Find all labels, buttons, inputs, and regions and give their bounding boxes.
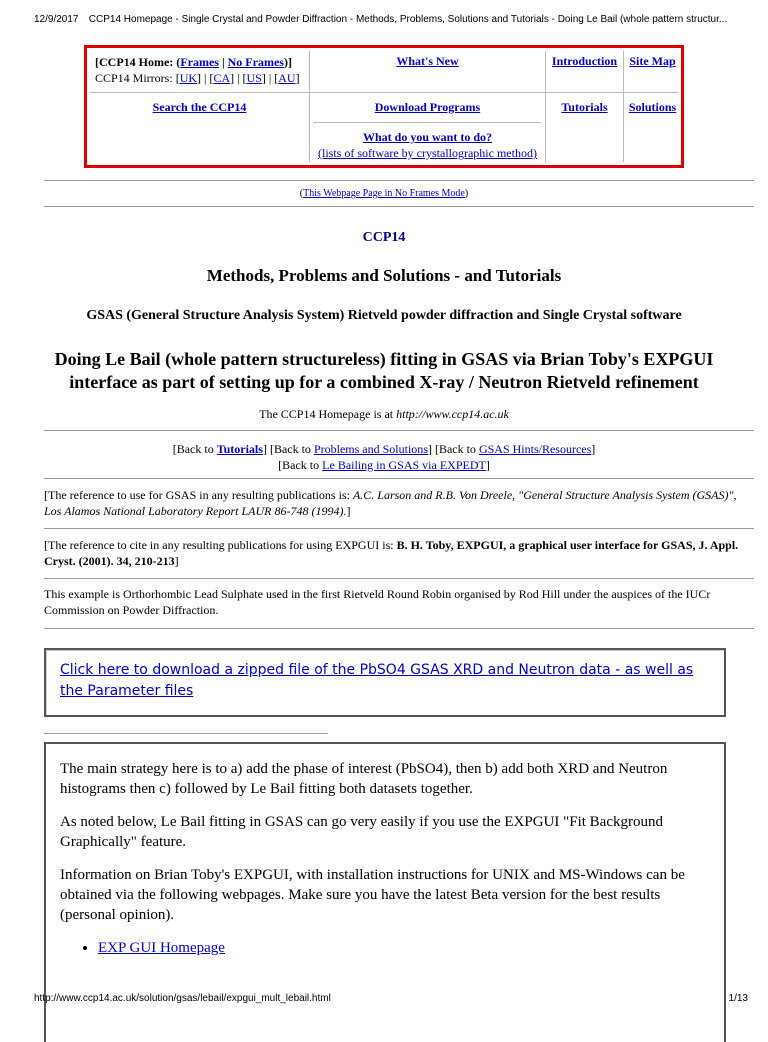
search-ccp14-link[interactable]: Search the CCP14 bbox=[152, 100, 247, 114]
ccp14-heading: CCP14 bbox=[362, 230, 406, 245]
solutions-nav-link[interactable]: Solutions bbox=[628, 100, 677, 114]
download-box bbox=[44, 648, 726, 717]
page-heading: Methods, Problems and Solutions - and Tutorials bbox=[206, 266, 562, 285]
divider bbox=[44, 733, 328, 734]
footer-url: http://www.ccp14.ac.uk/solution/gsas/lebail/expgui_mult_lebail.html bbox=[34, 993, 331, 1004]
main-title: Doing Le Bail (whole pattern structureless) fitting in GSAS via Brian Toby's EXPGUI interface as part of setting up for a combined X-ray / Neutron Rietveld refinement bbox=[54, 349, 714, 392]
home-cell: [CCP14 Home: (Frames | No Frames)] CCP14 Mirrors: [UK] | [CA] | [US] | [AU] bbox=[95, 55, 300, 85]
expgui-homepage-link[interactable]: EXP GUI Homepage bbox=[98, 940, 225, 956]
homepage-line: The CCP14 Homepage is at http://www.ccp14.ac.uk bbox=[259, 407, 509, 421]
divider bbox=[44, 528, 754, 529]
expgui-reference: [The reference to cite in any resulting publications for using EXPGUI is: B. H. Toby, EXPGUI, a graphical user interface for GSAS, J. Appl. Cryst. (2001). 34, 210-213] bbox=[44, 538, 739, 568]
whats-new-link[interactable]: What's New bbox=[396, 54, 459, 68]
mirror-uk-link[interactable]: UK bbox=[179, 71, 198, 85]
print-date: 12/9/2017 bbox=[34, 14, 79, 25]
info-paragraph: Information on Brian Toby's EXPGUI, with installation instructions for UNIX and MS-Windows can be obtained via the following webpages. Make sure you have the latest Beta version for the best results (personal opinion). bbox=[60, 867, 685, 923]
mirror-au-link[interactable]: AU bbox=[278, 71, 296, 85]
mirror-ca-link[interactable]: CA bbox=[213, 71, 231, 85]
frames-link[interactable]: Frames bbox=[180, 55, 219, 69]
print-footer bbox=[34, 993, 748, 1004]
divider bbox=[44, 628, 754, 629]
tutorials-nav-link[interactable]: Tutorials bbox=[561, 100, 608, 114]
back-links: [Back to Tutorials] [Back to Problems and Solutions] [Back to GSAS Hints/Resources] [Back to Le Bailing in GSAS via EXPEDT] bbox=[172, 442, 596, 472]
home-label: [CCP14 Home: (Frames | No Frames)] bbox=[95, 55, 292, 69]
back-tutorials-link[interactable]: Tutorials bbox=[216, 442, 263, 456]
print-title: CCP14 Homepage - Single Crystal and Powder Diffraction - Methods, Problems, Solutions and Tutorials - Doing Le Bail (whole pattern structur... bbox=[88, 14, 728, 25]
gsas-heading: GSAS (General Structure Analysis System) Rietveld powder diffraction and Single Crystal software bbox=[86, 308, 682, 323]
list-item bbox=[98, 938, 710, 958]
site-map-link[interactable]: Site Map bbox=[629, 54, 676, 68]
navigation-table bbox=[84, 45, 684, 168]
back-gsas-hints-link[interactable]: GSAS Hints/Resources bbox=[478, 442, 592, 456]
expgui-links-list bbox=[60, 938, 710, 958]
software-lists-link[interactable]: (lists of software by crystallographic method) bbox=[318, 146, 537, 160]
mirror-us-link[interactable]: US bbox=[246, 71, 262, 85]
mirrors-label: CCP14 Mirrors: bbox=[95, 71, 176, 85]
divider bbox=[44, 430, 754, 431]
divider bbox=[44, 206, 754, 207]
print-header bbox=[34, 14, 748, 25]
divider bbox=[44, 180, 754, 181]
example-description: This example is Orthorhombic Lead Sulphate used in the first Rietveld Round Robin organised by Rod Hill under the auspices of the IUCr Commission on Powder Diffraction. bbox=[44, 587, 711, 617]
back-problems-link[interactable]: Problems and Solutions bbox=[313, 442, 428, 456]
divider bbox=[44, 578, 754, 579]
download-programs-link[interactable]: Download Programs bbox=[374, 100, 481, 114]
what-do-you-want-link[interactable]: What do you want to do? bbox=[362, 130, 493, 144]
back-lebailing-link[interactable]: Le Bailing in GSAS via EXPEDT bbox=[322, 458, 486, 472]
gsas-reference: [The reference to use for GSAS in any resulting publications is: A.C. Larson and R.B. Von Dreele, "General Structure Analysis System (GSAS)", Los Alamos National Laboratory Report LAUR 86-748 (1994).] bbox=[44, 488, 737, 518]
divider bbox=[44, 478, 754, 479]
introduction-link[interactable]: Introduction bbox=[551, 54, 618, 68]
no-frames-link[interactable]: No Frames bbox=[227, 55, 284, 69]
homepage-url: http://www.ccp14.ac.uk bbox=[396, 407, 509, 421]
page-number: 1/13 bbox=[728, 993, 748, 1004]
strategy-paragraph: The main strategy here is to a) add the phase of interest (PbSO4), then b) add both XRD and Neutron histograms then c) followed by Le Bail fitting both datasets together. bbox=[60, 761, 668, 797]
no-frames-line: (This Webpage Page in No Frames Mode) bbox=[299, 188, 469, 199]
download-data-link[interactable]: Click here to download a zipped file of the PbSO4 GSAS XRD and Neutron data - as well as the Parameter files bbox=[60, 662, 694, 699]
no-frames-mode-link[interactable]: This Webpage Page in No Frames Mode bbox=[303, 188, 465, 199]
noted-paragraph: As noted below, Le Bail fitting in GSAS can go very easily if you use the EXPGUI "Fit Background Graphically" feature. bbox=[60, 814, 663, 850]
